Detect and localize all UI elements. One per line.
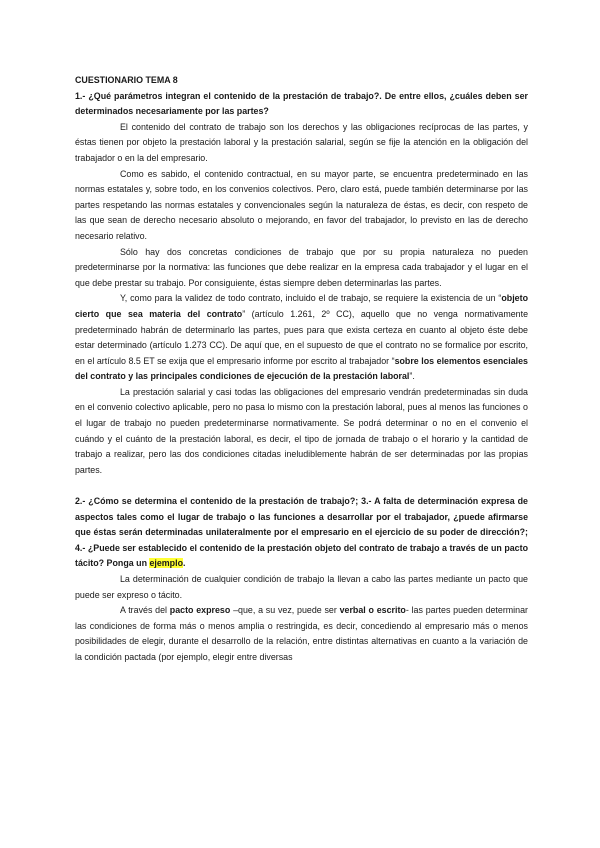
p7-bold-1: pacto expreso — [169, 605, 231, 616]
answer-paragraph-2: Como es sabido, el contenido contractual, en su mayor parte, se encuentra predeterminado en las normas estatales y, sobre todo, en los convenios colectivos. Pero, claro está, puede también determinarse por las partes respetando las normas estatales y convencionales según la naturaleza de éstas, es decir, con respeto de las que sean de derecho necesario absoluto o mejorando, en favor del trabajador, lo previsto en las de derecho necesario relativo. — [75, 168, 528, 241]
p4-text-1: Y, como para la validez de todo contrato, incluido el de trabajo, se requiere la existencia de un “ — [120, 293, 502, 304]
highlighted-word: ejemplo — [149, 558, 183, 569]
p7-text-3: - las partes pueden determinar las condiciones de forma más o menos amplia o restringida, es decir, concediendo al empresario más o menos posibilidades de elegir, durante el desarrollo de la relación, entre distintas alternativas en cuanto a la variación de la condición pactada (por ejemplo, elegir entre diversas — [75, 605, 528, 662]
p7-text-1: A través del — [120, 605, 170, 616]
question-1-text: ¿Qué parámetros integran el contenido de la prestación de trabajo?. De entre ellos, ¿cuáles deben ser determinados necesariamente por las partes? — [75, 90, 528, 117]
question-1-number: 1.- — [75, 90, 86, 101]
p4-bold-1: objeto cierto que sea materia del contrato — [75, 293, 528, 319]
p4-text-2: ” (artículo 1.261, 2º CC), aquello que no venga normativamente predeterminado habrán de determinarlo las partes, pues para que exista certeza en cuanto al objeto éste debe estar determinado (artículo 1.273 CC). De aquí que, en el supuesto de que el contrato no se formalice por escrito, en el artículo 8.5 ET se exija que el empresario informe por escrito al trabajador “ — [75, 308, 528, 366]
question-2-3-4 — [75, 494, 528, 572]
answer-paragraph-6: La determinación de cualquier condición de trabajo la llevan a cabo las partes mediante un pacto que puede ser expreso o tácito. — [75, 574, 528, 600]
answer-paragraph-5: La prestación salarial y casi todas las obligaciones del empresario vendrán predeterminadas sin duda en el convenio colectivo aplicable, pero no pasa lo mismo con la prestación laboral, pues al menos las funciones o el lugar de trabajo no pueden predeterminarse normativamente. Se podrá determinar o no en el convenio el cuándo y el cuánto de la prestación laboral, es decir, el tipo de jornada de trabajo o el horario y la cantidad de trabajo a realizar, pero las dos condiciones citadas ineludiblemente habrán de ser determinadas por las propias partes. — [75, 386, 528, 475]
question-1 — [75, 89, 528, 120]
answer-paragraph-4 — [75, 291, 528, 385]
question-2-text: 2.- ¿Cómo se determina el contenido de la prestación de trabajo?; 3.- A falta de determinación expresa de aspectos tales como el lugar de trabajo o las funciones a desarrollar por el trabajador, ¿puede afirmarse que éstas serán determinadas unilateralmente por el empresario en el ejercicio de su poder de dirección?; 4.- ¿Puede ser establecido el contenido de la prestación objeto del contrato de trabajo a través de un pacto tácito? Ponga un — [75, 496, 528, 569]
p4-text-3: ”. — [409, 371, 415, 382]
answer-paragraph-3: Sólo hay dos concretas condiciones de trabajo que por su propia naturaleza no pueden predeterminarse por la normativa: las funciones que debe realizar en la empresa cada trabajador y el lugar en el que debe prestar su trabajo. Por consiguiente, éstas siempre deben determinarlas las partes. — [75, 246, 528, 288]
answer-paragraph-7 — [75, 603, 528, 665]
p4-bold-2: sobre los elementos esenciales del contrato y las principales condiciones de ejecución de la prestación laboral — [75, 355, 528, 382]
p7-bold-2: verbal o escrito — [339, 605, 406, 616]
p7-text-2: –que, a su vez, puede ser — [230, 605, 340, 616]
answer-paragraph-1: El contenido del contrato de trabajo son los derechos y las obligaciones recíprocas de las partes, y éstas tienen por objeto la prestación laboral y la prestación salarial, según se fije la atención en la obligación del trabajador o en la del empresario. — [75, 121, 528, 163]
question-2-end: . — [183, 558, 186, 569]
document-title: CUESTIONARIO TEMA 8 — [75, 75, 178, 85]
document-body — [75, 73, 528, 666]
section-gap — [75, 478, 528, 494]
